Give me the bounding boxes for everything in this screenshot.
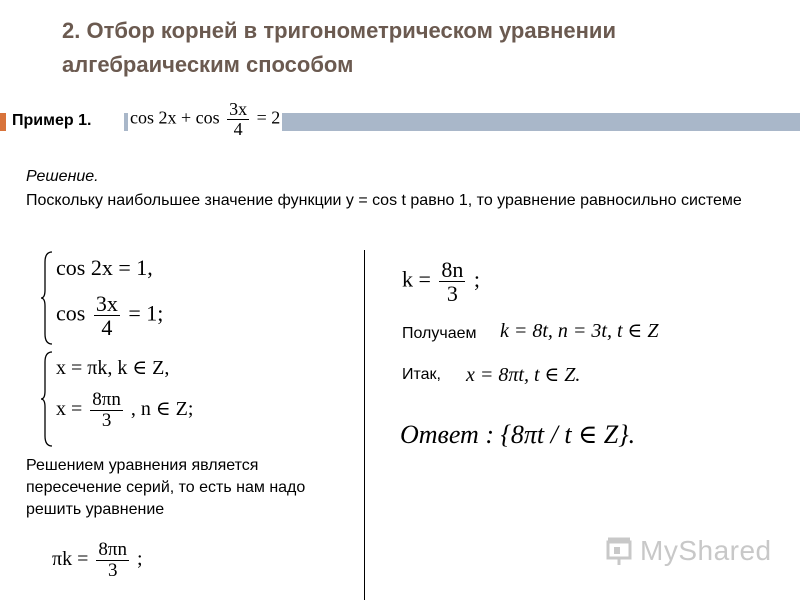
itak-label: Итак, (402, 366, 441, 383)
system-2-line-1: x = πk, k ∈ Z, (56, 357, 170, 379)
k-eq-right: ; (473, 266, 481, 292)
system-1-line-2-right: = 1; (128, 300, 164, 326)
title-line-1: 2. Отбор корней в тригонометрическом уравнении (62, 18, 616, 43)
watermark-logo (606, 535, 772, 567)
system-2-line-2-right: , n ∈ Z; (130, 398, 194, 421)
bottom-eq-fraction (96, 540, 129, 581)
bottom-eq-right: ; (136, 548, 143, 571)
k-eq-denominator: 3 (446, 281, 458, 307)
example-eq-fraction (227, 100, 249, 139)
system-2-numerator: 8πn (92, 389, 121, 410)
system-2-line-2 (56, 390, 193, 431)
system-1 (40, 250, 163, 346)
brace-icon (40, 250, 54, 346)
got-label: Получаем (402, 325, 477, 342)
system-2-line-2-left: x = (56, 398, 83, 421)
example-label: Пример 1. (12, 112, 92, 129)
k-eq-fraction (439, 258, 465, 305)
solution-label: Решение. (26, 168, 99, 185)
k-eq-left: k = (402, 266, 431, 292)
got-equation: k = 8t, n = 3t, t ∈ Z (500, 320, 659, 342)
brace-icon (40, 350, 54, 448)
presentation-icon (606, 536, 634, 566)
watermark-text: MyShared (640, 535, 772, 566)
bottom-eq-numerator: 8πn (98, 539, 127, 560)
example-eq-right: = 2 (256, 107, 281, 128)
system-1-denominator: 4 (101, 315, 113, 341)
system-1-line-1: cos 2x = 1, (56, 255, 153, 280)
system-2-fraction (90, 390, 123, 431)
vertical-divider (364, 250, 365, 600)
k-eq-numerator: 8n (441, 257, 464, 282)
system-1-numerator: 3x (95, 291, 118, 316)
k-equation (402, 258, 480, 305)
example-eq-denominator: 4 (233, 118, 243, 139)
system-2 (40, 350, 193, 448)
bottom-equation (52, 540, 143, 581)
itak-equation: x = 8πt, t ∈ Z. (466, 364, 581, 386)
system-1-line-2 (56, 292, 163, 339)
page-title (62, 14, 762, 82)
system-2-denominator: 3 (101, 409, 112, 431)
conclusion-text: Решением уравнения является пересечение серий, то есть нам надо решить уравнение (26, 457, 306, 518)
solution-body: Поскольку наибольшее значение функции y = cos t равно 1, то уравнение равносильно системе (26, 192, 742, 209)
bottom-eq-left: πk = (52, 548, 89, 571)
answer-text: Ответ : {8πt / t ∈ Z}. (400, 420, 636, 449)
bottom-eq-denominator: 3 (107, 559, 118, 581)
system-1-line-2-left: cos (56, 300, 86, 326)
example-eq-left: cos 2x + cos (130, 107, 220, 128)
example-eq-numerator: 3x (229, 99, 248, 119)
example-equation (128, 100, 282, 139)
title-line-2: алгебраическим способом (62, 52, 354, 77)
system-1-fraction (94, 292, 120, 339)
